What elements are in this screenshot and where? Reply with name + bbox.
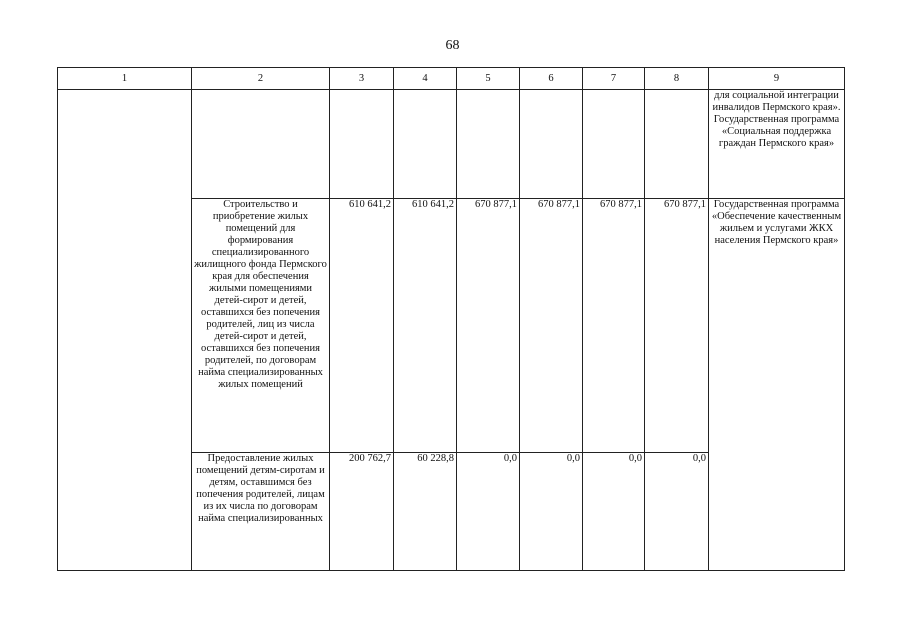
program-cell: для социальной интеграции инвалидов Пермского края». Государственная программа «Социальная поддержка граждан Пермского края» (709, 90, 845, 199)
value-cell (457, 90, 520, 199)
header-cell: 3 (330, 68, 394, 90)
value-cell (394, 90, 457, 199)
value-cell (645, 90, 709, 199)
header-cell: 5 (457, 68, 520, 90)
description-cell: Строительство и приобретение жилых помещений для формирования специализированного жилищного фонда Пермского края для обеспечения жилыми помещениями детей-сирот и детей, оставшихся без попечения родителей, лиц из числа детей-сирот и детей, оставшихся без попечения родителей, по договорам найма специализированных жилых помещений (192, 199, 330, 453)
value-cell: 610 641,2 (394, 199, 457, 453)
header-cell: 9 (709, 68, 845, 90)
value-cell: 0,0 (645, 453, 709, 571)
value-cell: 0,0 (583, 453, 645, 571)
value-cell: 60 228,8 (394, 453, 457, 571)
value-cell: 0,0 (520, 453, 583, 571)
value-cell (330, 90, 394, 199)
table-row (58, 90, 845, 199)
description-cell (192, 90, 330, 199)
header-cell: 8 (645, 68, 709, 90)
page-number: 68 (445, 38, 460, 53)
data-table (57, 67, 845, 571)
description-cell: Предоставление жилых помещений детям-сиротам и детям, оставшимся без попечения родителей, лицам из их числа по договорам найма специализированных (192, 453, 330, 571)
value-cell: 670 877,1 (457, 199, 520, 453)
value-cell: 0,0 (457, 453, 520, 571)
header-cell: 7 (583, 68, 645, 90)
header-cell: 1 (58, 68, 192, 90)
empty-cell (58, 90, 192, 571)
header-cell: 2 (192, 68, 330, 90)
value-cell (520, 90, 583, 199)
program-cell: Государственная программа «Обеспечение качественным жильем и услугами ЖКХ населения Пермского края» (709, 199, 845, 571)
value-cell: 200 762,7 (330, 453, 394, 571)
header-row (58, 68, 845, 90)
value-cell: 670 877,1 (583, 199, 645, 453)
header-cell: 6 (520, 68, 583, 90)
value-cell: 610 641,2 (330, 199, 394, 453)
value-cell: 670 877,1 (645, 199, 709, 453)
value-cell (583, 90, 645, 199)
value-cell: 670 877,1 (520, 199, 583, 453)
header-cell: 4 (394, 68, 457, 90)
